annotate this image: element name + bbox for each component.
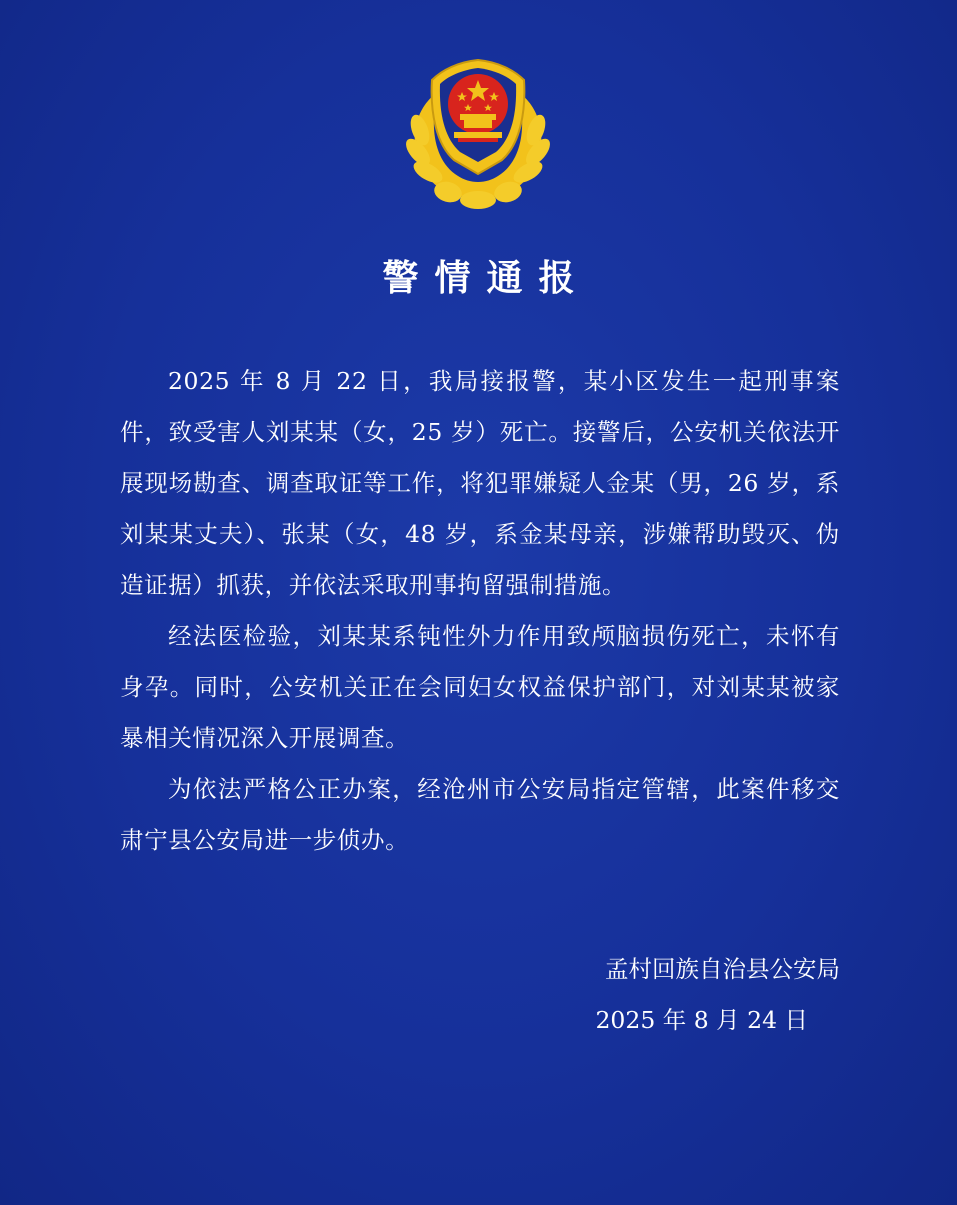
- paragraph: 为依法严格公正办案，经沧州市公安局指定管辖，此案件移交肃宁县公安局进一步侦办。: [120, 775, 840, 854]
- issue-date: 2025 年 8 月 24 日: [595, 1006, 808, 1034]
- page-title: 警情通报: [382, 258, 591, 299]
- paragraph: 2025 年 8 月 22 日，我局接报警，某小区发生一起刑事案件，致受害人刘某某（女，25 岁）死亡。接警后，公安机关依法开展现场勘查、调查取证等工作，将犯罪嫌疑人金某（男，26 岁，系刘某某丈夫）、张某（女，48 岁，系金某母亲，涉嫌帮助毁灭、伪造证据）抓获，并依法采取刑事拘留强制措施。: [120, 367, 840, 599]
- paragraph: 经法医检验，刘某某系钝性外力作用致颅脑损伤死亡，未怀有身孕。同时，公安机关正在会同妇女权益保护部门，对刘某某被家暴相关情况深入开展调查。: [120, 622, 840, 752]
- signature-block: [520, 944, 840, 1046]
- police-emblem-icon: [398, 52, 558, 212]
- notice-body: [120, 356, 840, 866]
- issuer-name: 孟村回族自治县公安局: [605, 955, 840, 983]
